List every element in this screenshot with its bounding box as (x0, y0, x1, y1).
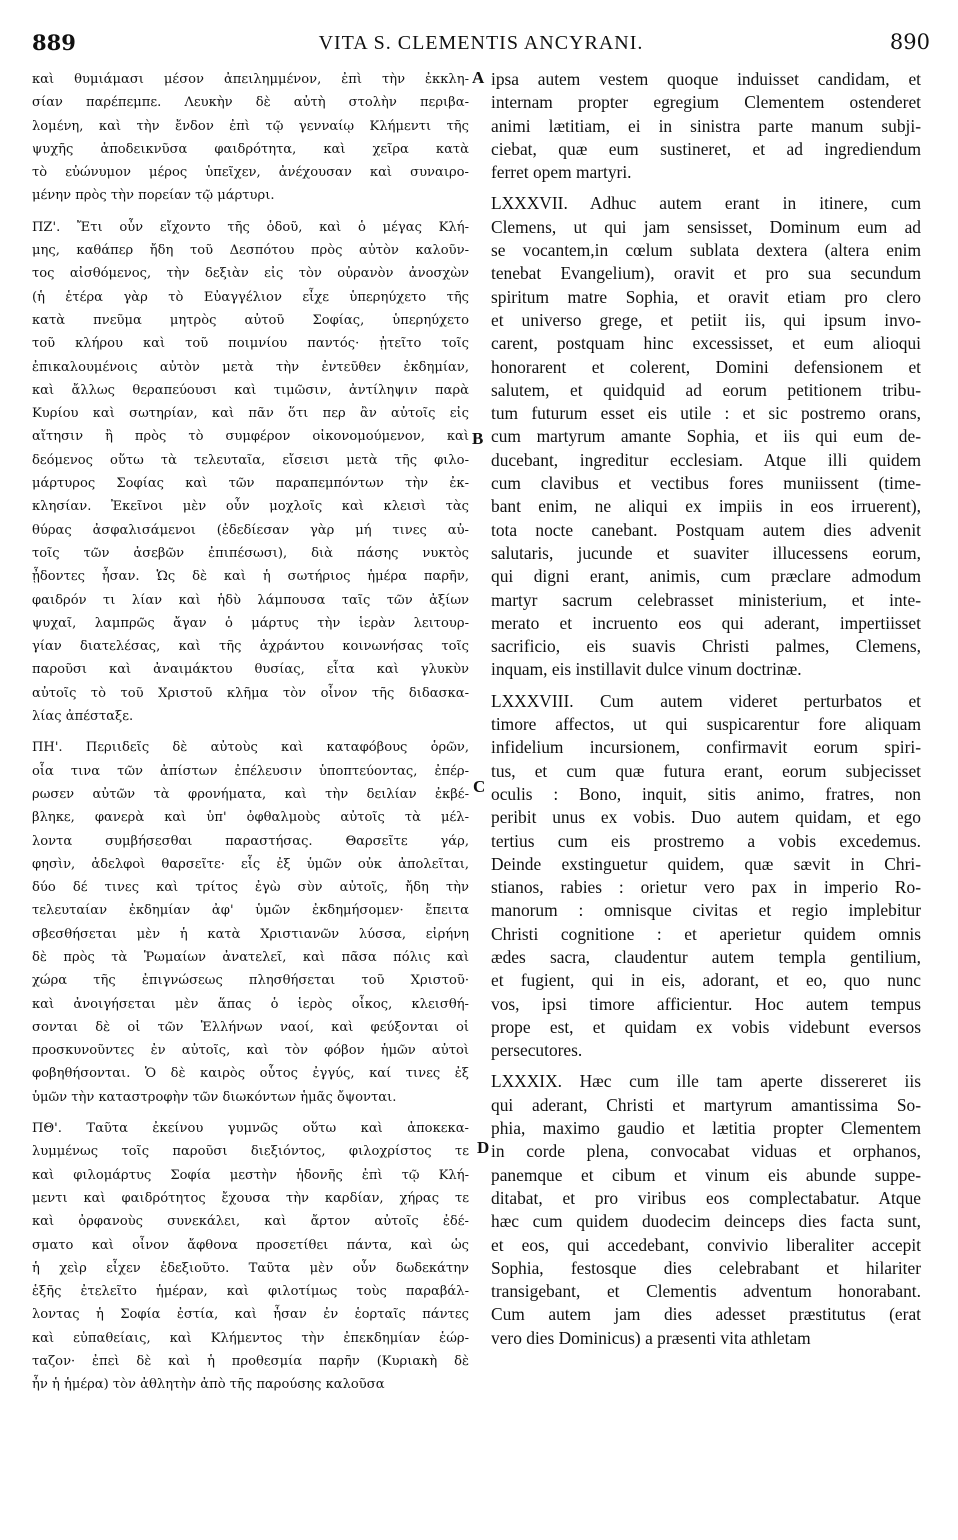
margin-marker-b: B (472, 429, 484, 448)
text-line: ταζον· ἐπεὶ δὲ καὶ ἡ προθεσμία παρῆν (Κυριακὴ δὲ (32, 1354, 469, 1370)
text-line: ΠΖ'. Ἔτι οὖν εἴχοντο τῆς ὁδοῦ, καὶ ὁ μέγας Κλή- (32, 219, 469, 235)
text-line: δὲ πρὸς τὰ Ῥωμαίων ἀνατελεῖ, καὶ πᾶσα πόλις καὶ (32, 949, 469, 965)
text-line: ἦν ἡ ἡμέρα) τὸν ἀθλητὴν ἀπὸ τῆς παρούσης καλοῦσα (32, 1377, 385, 1393)
text-line: qui digni erant, animis, cum præclare admodum (491, 566, 921, 587)
text-line: αὐτοῖς τὸ τοῦ Χριστοῦ κλῆμα τὸν οἶνον τῆς διδασκα- (32, 685, 469, 701)
page-number-right: 890 (889, 30, 930, 54)
text-line: salutem, et quidquid ad eorum petitionem tribu- (491, 379, 921, 400)
text-line: ædes sacra, claudentur autem templa gentilium, (491, 946, 921, 967)
text-line: manorum : omnisque civitas et regio implebitur (491, 900, 921, 921)
text-line: ψυχαῖ, λαμπρῶς ἄγαν ὁ μάρτυς τὴν ἱερὰν λειτουρ- (32, 615, 469, 631)
text-line: tenebat Evangelium), oravit et pro sua secundum (491, 263, 921, 284)
text-line: καὶ θυμιάμασι μέσον ἀπειλημμένον, ἐπὶ τὴν ἐκκλη- (32, 72, 469, 87)
page-number-left: 889 (32, 30, 76, 55)
text-line: ρωσεν αὐτῶν τὰ φρονήματα, καὶ τὴν δειλίαν ἐκβέ- (32, 786, 469, 802)
text-line: λίας ἀπέσταξε. (32, 709, 134, 725)
text-line: τοῖς τῶν ἀσεβῶν ἐπιπέσωσι), διὰ πάσης νυκτὸς (32, 545, 469, 561)
text-line: tus, et cum quæ futura erant, eorum subjecisset (491, 760, 921, 781)
text-line: (ἡ ἑτέρα γὰρ τὸ Εὐαγγέλιον εἶχε ὑπερηύχετο τῆς (32, 289, 469, 305)
text-line: prope est, et quidam ex vobis videbunt eversos (491, 1016, 921, 1037)
text-line: μης, καθάπερ ἤδη τοῦ Δεσπότου πρὸς αὐτὸν καλοῦν- (32, 243, 469, 259)
text-line: LXXXVII. Adhuc autem erant in itinere, cum (491, 193, 921, 214)
text-line: ψυχῆς ἀποδεικνῦσα φαιδρότητα, καὶ χεῖρα κατὰ (32, 141, 469, 157)
text-line: cum martyrum amante Sophia, et iis qui eum de- (491, 426, 921, 447)
text-line: oculis : Bono, inquit, sitis animo, fratres, non (491, 783, 921, 804)
text-line: tum futurum esset eis utile : et sic postremo orans, (491, 403, 921, 424)
text-line: θύρας ἀσφαλισάμενοι (ἐδεδίεσαν γὰρ μή τινες αὐ- (32, 522, 469, 538)
text-line: λυμμένως τοῖς παροῦσι διεξιόντος, φιλοχρίστος τε (32, 1144, 469, 1160)
text-line: panemque et cibum et vinum eis abunde suppe- (491, 1164, 921, 1185)
paragraph (32, 68, 469, 208)
paragraph (491, 192, 921, 681)
text-line: φαιδρόν τι λίαν καὶ ἡδὺ λάμπουσα ταῖς τῶν ἀξίων (32, 592, 469, 608)
margin-marker-a: A (472, 68, 485, 87)
text-line: Christi cognitione : et aperietur quidem omnis (491, 923, 921, 944)
text-line: Clemens, ut qui jam sensisset, Dominum eum ad (491, 216, 921, 237)
text-line: τοῦ κλήρου καὶ τοῦ ποιμνίου παντός· ᾐτεῖτο τοῖς (32, 336, 469, 352)
text-line: in corde plena, convocabat viduas et orphanos, (491, 1141, 921, 1162)
text-line: peribit unus ex vobis. Duo autem quidam, et ego (491, 807, 921, 828)
text-line: αἴτησιν ἢ πρὸς τὸ συμφέρον οἰκονομούμενον, καὶ (32, 429, 469, 445)
running-title: VITA S. CLEMENTIS ANCYRANI. (318, 32, 644, 54)
text-line: phia, maximo gaudio et lætitia propter Clementem (491, 1118, 921, 1139)
text-line: φησὶν, ἀδελφοὶ θαρσεῖτε· εἷς ἐξ ὑμῶν οὐκ ἀπολεῖται, (32, 856, 469, 872)
paragraph (32, 1117, 469, 1397)
margin-marker-c: C (473, 777, 486, 796)
text-line: γίαν διατελέσας, καὶ τῆς ἀχράντου κοινωνήσας τοῖς (32, 639, 469, 655)
text-line: ᾖδοντες ἦσαν. Ὡς δὲ καὶ ἡ σωτήριος ἡμέρα παρῆν, (32, 569, 469, 585)
paragraph (32, 216, 469, 729)
text-line: καὶ εὐπαθείαις, καὶ Κλήμεντος τὴν ἐπεκδημίαν ἑώρ- (32, 1330, 469, 1346)
text-line: timore affectos, ut qui suspicarentur fore aliquam (491, 714, 921, 735)
text-line: ducebant, ingreditur ecclesiam. Atque illi quidem (491, 449, 921, 470)
text-line: ΠΘ'. Ταῦτα ἐκείνου γυμνῶς οὕτω καὶ ἀποκεκα- (32, 1121, 469, 1137)
text-line: κατὰ πνεῦμα μητρὸς αὐτοῦ Σοφίας, ὑπερηύχετο (32, 312, 469, 328)
text-line: τὸ εὐώνυμον μέρος ὑπεῖχεν, ἀνέχουσαν καὶ συναιρο- (32, 165, 469, 181)
paragraph (491, 1070, 921, 1350)
text-line: ἑξῆς ἐτελεῖτο ἡμέραν, καὶ φιλοτίμως τοὺς παραβάλ- (32, 1284, 469, 1300)
text-line: καὶ ἄλλως θεραπεύουσι καὶ τιμῶσιν, ἀντίληψιν παρὰ (32, 382, 469, 398)
text-line: tertius cum eis prostremo a vobis excedemus. (491, 830, 921, 851)
text-line: τος αἰσθόμενος, τὴν δεξιὰν εἰς τὸν οὐρανὸν ἀνοσχὼν (32, 266, 469, 282)
paragraph (32, 736, 469, 1109)
text-line: σίαν παρέπεμπε. Λευκὴν δὲ αὐτὴ στολὴν περιβα- (32, 95, 469, 111)
latin-column (491, 68, 921, 1350)
text-line: Cum autem jam dies adesset præstitutus (erat (491, 1304, 921, 1325)
text-line: cum clavibus et vectibus fores muniissent (time- (491, 473, 921, 494)
text-line: καὶ ὀρφανοὺς συνεκάλει, καὶ ἄρτον αὐτοῖς ἐδέ- (32, 1214, 469, 1230)
text-line: ditabat, et pro viribus eos complectabatur. Atque (491, 1187, 921, 1208)
text-line: persecutores. (491, 1040, 583, 1061)
text-line: sacrificio, eis suavis Christi palmes, Clemens, (491, 636, 921, 657)
text-line: infidelium incursionem, confirmavit eorum spiri- (491, 737, 921, 758)
text-line: λοντας ἡ Σοφία ἐστία, καὶ ἦσαν ἐν ἑορταῖς πάντες (32, 1307, 469, 1323)
text-line: stianos, rabies : orietur vero pax in imperio Ro- (491, 877, 921, 898)
text-line: σβεσθήσεται μὲν ἡ κατὰ Χριστιανῶν λύσσα, εἰρήνη (32, 926, 469, 942)
text-line: honorarent et colerent, Domini defensionem et (491, 356, 921, 377)
text-line: σονται δὲ οἱ τῶν Ἑλλήνων ναοί, καὶ φεύξονται οἱ (32, 1019, 469, 1035)
text-line: et universo grege, et petiit iis, qui ipsum invo- (491, 309, 921, 330)
text-line: LXXXVIII. Cum autem videret perturbatos et (491, 690, 921, 711)
text-line: λομένη, καὶ τὴν ἔνδον ἐπὶ τῷ γενναίῳ Κλήμεντι τῆς (32, 118, 469, 134)
greek-column (32, 68, 469, 1397)
text-line: προσκυνοῦντες ἐν αὐτοῖς, καὶ τὸν φόβον ἡμῶν αὐτοὶ (32, 1043, 469, 1059)
text-line: χώρα τῆς ἐπιγνώσεως πλησθήσεται τοῦ Χριστοῦ· (32, 973, 469, 989)
text-line: ἐπικαλουμένοις αὐτὸν μετὰ τὴν ἐντεῦθεν ἐκδημίαν, (32, 359, 469, 375)
text-line: ὑμῶν τὴν καταστροφὴν τῶν διωκόντων ἡμᾶς ὄψονται. (32, 1089, 397, 1105)
text-line: LXXXIX. Hæc cum ille tam aperte dissereret iis (491, 1071, 921, 1092)
text-line: qui aderant, Christi et martyrum amantissima So- (491, 1094, 921, 1115)
page-header (32, 30, 930, 64)
text-line: ipsa autem vestem quoque induisset candidam, et (491, 69, 921, 89)
text-line: λοντα συμβήσεσθαι παραστήσας. Θαρσεῖτε γάρ, (32, 833, 469, 849)
text-line: tota nocte canebant. Postquam autem dies advenit (491, 519, 921, 540)
text-line: spiritum matre Sophia, et oravit etiam pro clero (491, 286, 921, 307)
text-line: ΠΗ'. Περιιδεῖς δὲ αὐτοὺς καὶ καταφόβους ὁρῶν, (32, 740, 469, 756)
text-line: martyr sacrum celebrasset ministerium, et inte- (491, 589, 921, 610)
text-line: ἡ χεὶρ εἶχεν ἐδεξιοῦτο. Ταῦτα μὲν οὖν δωδεκάτην (32, 1260, 469, 1276)
text-line: ferret opem martyri. (491, 162, 632, 183)
text-line: et eos, qui accedebant, convivio liberaliter accepit (491, 1234, 921, 1255)
text-line: καὶ φιλομάρτυς Σοφία μεστὴν ἡδονῆς ἐπὶ τῷ Κλή- (32, 1167, 469, 1183)
text-line: Deinde exstinguetur quidem, quæ sævit in Chri- (491, 853, 921, 874)
text-line: ciebat, quæ eum sustineret, et ad ingrediendum (491, 138, 921, 159)
text-line: δεόμενος οὕτω τὰ τελευταῖα, εἴσεισι μετὰ τῆς φιλο- (32, 452, 469, 468)
text-line: internam propter egregium Clementem ostenderet (491, 92, 921, 113)
text-line: βληκε, φανερὰ καὶ ὑπ' ὀφθαλμοὺς αὐτοῖς τὰ μέλ- (32, 810, 469, 826)
margin-marker-d: D (477, 1138, 490, 1157)
text-line: μένην πρὸς τὴν πορείαν τῷ μάρτυρι. (32, 188, 275, 204)
text-line: σματο καὶ οἶνον ἄφθονα προσετίθει πάντα, καὶ ὡς (32, 1237, 469, 1253)
text-line: δύο δέ τινες καὶ τρίτος ἐγὼ σὺν αὐτοῖς, ἤδη τὴν (32, 880, 469, 896)
text-line: Κυρίου καὶ σωτηρίαν, καὶ πᾶν ὅτι περ ἂν αὐτοῖς εἰς (32, 406, 469, 422)
text-line: bant enim, ne aliqui ex impiis in eos irruerent), (491, 496, 921, 517)
text-line: μάρτυρος Σοφίας καὶ τῶν παραπεμπόντων τὴν ἐκ- (32, 476, 469, 492)
text-line: παροῦσι καὶ ἀναιμάκτου θυσίας, εἶτα καὶ γλυκὺν (32, 662, 469, 678)
text-line: κλησίαν. Ἐκεῖνοι μὲν οὖν μοχλοῖς καὶ κλεισὶ τὰς (32, 499, 469, 515)
text-line: carent, postquam hinc excessisset, et eum alioqui (491, 333, 921, 354)
text-line: οἷα τινα τῶν ἀπίστων ἐπέλευσιν ὑποπτεύοντας, ἐπέρ- (32, 763, 469, 779)
text-line: τελευταίαν ἐκδημίαν ἀφ' ὑμῶν ἐκδημήσομεν· ἔπειτα (32, 903, 469, 919)
paragraph (491, 68, 921, 184)
text-line: inquam, eis instillavit dulce vinum doctrinæ. (491, 659, 802, 680)
text-line: hæc cum quidem duodecim deinceps dies facta sunt, (491, 1211, 921, 1232)
text-line: vero dies Dominicus) a præsenti vita athletam (491, 1327, 811, 1348)
paragraph (491, 690, 921, 1063)
text-line: Sophia, festosque dies celebrabant et hilariter (491, 1257, 921, 1278)
text-line: et fugient, qui in eis, adorant, et eo, quo nunc (491, 970, 921, 991)
text-line: φοβηθήσονται. Ὁ δὲ καιρὸς οὗτος ἐγγύς, καί τινες ἐξ (32, 1066, 469, 1082)
text-line: salutaris, jucunde et suaviter illucessens eorum, (491, 542, 921, 563)
text-line: merato et incruento eos qui aderant, impertiisset (491, 612, 921, 633)
text-line: καὶ ἀνοιγήσεται μὲν ἅπας ὁ ἱερὸς οἶκος, κλεισθή- (32, 996, 469, 1012)
text-line: animi lætitiam, ei in sinistra parte manum subji- (491, 115, 921, 136)
text-line: transigebant, et Clementis adventum honorabant. (491, 1281, 921, 1302)
text-line: se vocantem,in cœlum sublata dextera (altera enim (491, 240, 921, 261)
text-line: vos, ipsi timore afficientur. Hoc autem tempus (491, 993, 921, 1014)
text-line: μεντι καὶ φαιδρότητος ἔχουσα τὴν καρδίαν, χήρας τε (32, 1190, 469, 1206)
